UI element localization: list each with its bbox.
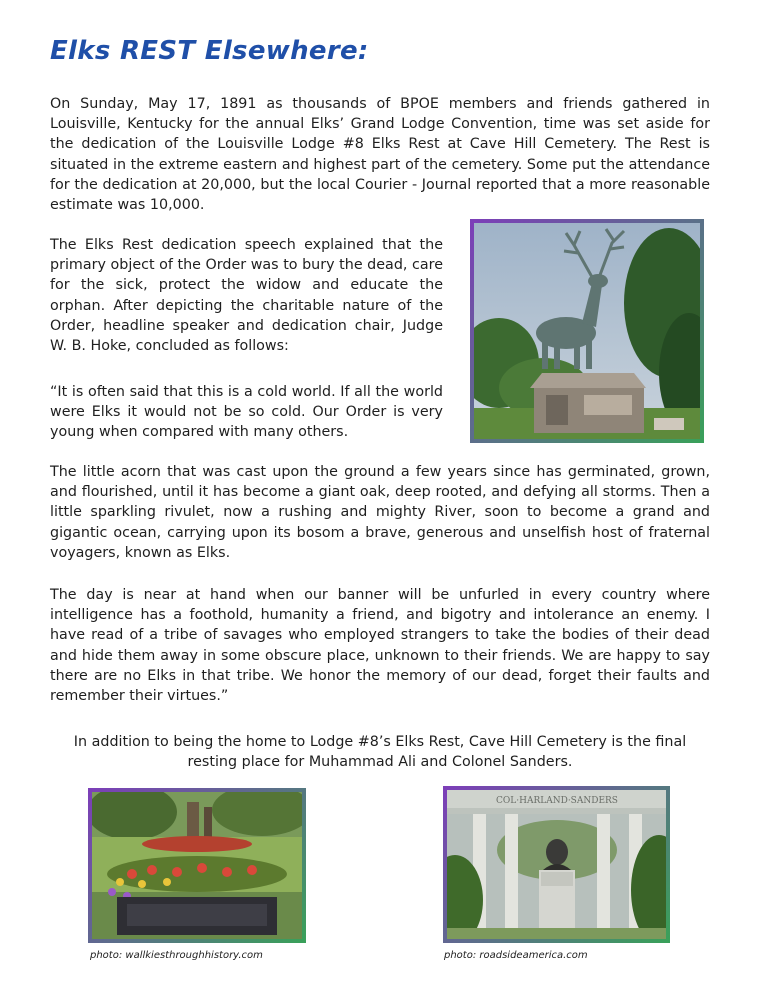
photo-credit-sanders: photo: roadsideamerica.com: [444, 950, 588, 961]
paragraph-cemetery-note: In addition to being the home to Lodge #8’s Elks Rest, Cave Hill Cemetery is the final resting place for Muhammad Ali and Colonel Sanders.: [73, 734, 687, 771]
paragraph-quote-banner: The day is near at hand when our banner will be unfurled in every country where intelligence has a foothold, humanity a friend, and bigotry and intolerance an enemy. I have read of a tribe of savages who employed strangers to take the bodies of their dead and hide them away in some obscure place, unknown to their friends. We are happy to say there are no Elks in that tribe. We honor the memory of our dead, forget their faults and remember their virtues.”: [50, 587, 710, 705]
elk-statue-photo: [470, 219, 704, 443]
paragraph-dedication-speech: The Elks Rest dedication speech explained that the primary object of the Order was to bury the dead, care for the sick, protect the widow and educate the orphan. After depicting the charitable nature of the Order, headline speaker and dedication chair, Judge W. B. Hoke, concluded as follows:: [50, 237, 443, 355]
paragraph-quote-start: “It is often said that this is a cold world. If all the world were Elks it would not be so cold. Our Order is very young when compared with many others.: [50, 384, 443, 441]
photo-credit-ali: photo: wallkiesthroughhistory.com: [90, 950, 263, 961]
paragraph-quote-acorn: The little acorn that was cast upon the ground a few years since has germinated, grown, and flourished, until it has become a giant oak, deep rooted, and defying all storms. Then a little sparkling rivulet, now a rushing and mighty River, soon to become a grand and gigantic ocean, carrying upon its bosom a brave, generous and unselfish host of fraternal voyagers, known as Elks.: [50, 464, 710, 561]
sanders-memorial-photo: [443, 786, 670, 943]
sanders-inscription: COL·HARLAND·SANDERS: [496, 796, 618, 806]
page-title: Elks REST Elsewhere:: [50, 36, 369, 66]
ali-grave-photo: [88, 788, 306, 943]
paragraph-dedication-intro: On Sunday, May 17, 1891 as thousands of BPOE members and friends gathered in Louisville, Kentucky for the annual Elks’ Grand Lodge Convention, time was set aside for the dedication of the Louisville Lodge #8 Elks Rest at Cave Hill Cemetery. The Rest is situated in the extreme eastern and highest part of the cemetery. Some put the attendance for the dedication at 20,000, but the local Courier - Journal reported that a more reasonable estimate was 10,000.: [50, 96, 710, 214]
